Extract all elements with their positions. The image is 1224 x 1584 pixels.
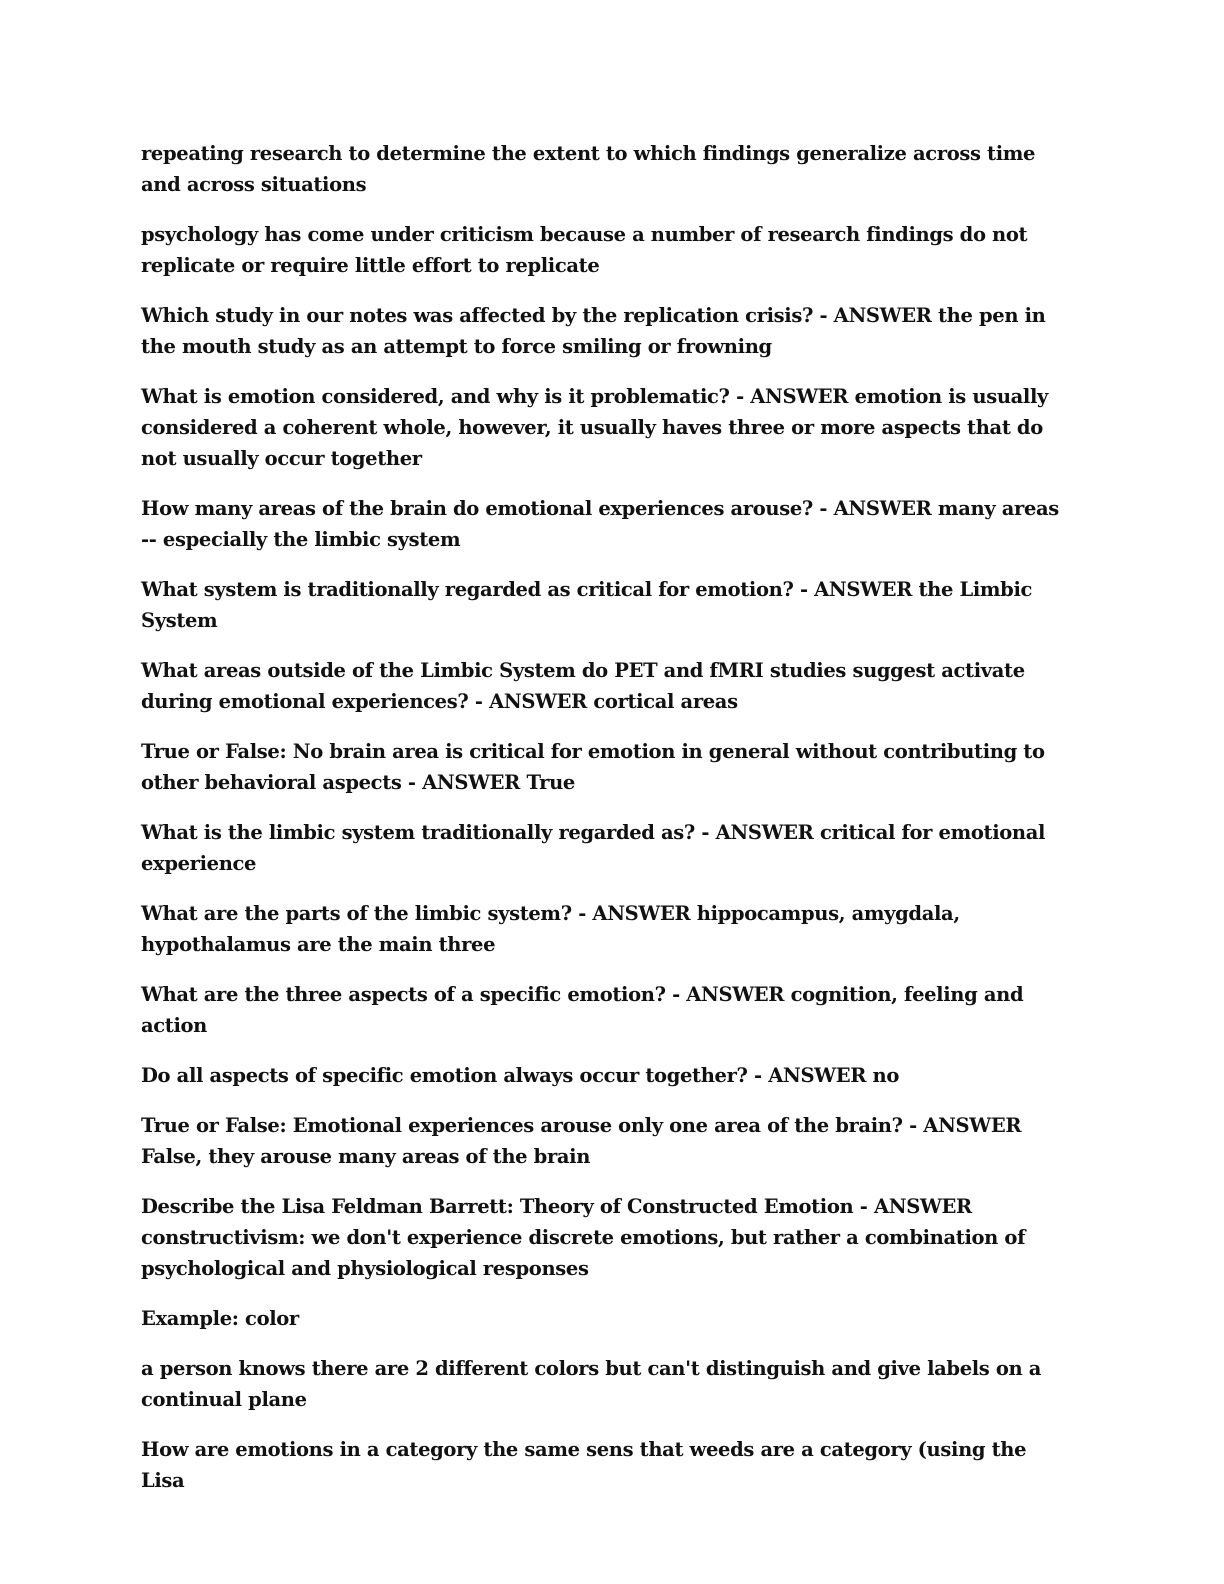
paragraph-15: Example: color (141, 1307, 299, 1330)
paragraph-1: repeating research to determine the extent to which findings generalize across time and across situations (141, 142, 1036, 196)
paragraph-10: What are the parts of the limbic system? - ANSWER hippocampus, amygdala, hypothalamus are the main three (141, 902, 960, 956)
paragraph-7: What areas outside of the Limbic System do PET and fMRI studies suggest activate during emotional experiences? - ANSWER cortical areas (141, 659, 1025, 713)
paragraph-14: Describe the Lisa Feldman Barrett: Theory of Constructed Emotion - ANSWER constructivism: we don't experience discrete emotions, but rather a combination of psychological and physiological responses (141, 1195, 1026, 1280)
paragraph-17: How are emotions in a category the same sens that weeds are a category (using the Lisa (141, 1438, 1027, 1492)
paragraph-8: True or False: No brain area is critical for emotion in general without contributing to other behavioral aspects - ANSWER True (141, 740, 1045, 794)
paragraph-12: Do all aspects of specific emotion always occur together? - ANSWER no (141, 1064, 900, 1087)
paragraph-13: True or False: Emotional experiences arouse only one area of the brain? - ANSWER False, they arouse many areas of the brain (141, 1114, 1022, 1168)
paragraph-3: Which study in our notes was affected by the replication crisis? - ANSWER the pen in the mouth study as an attempt to force smiling or frowning (141, 304, 1046, 358)
paragraph-9: What is the limbic system traditionally regarded as? - ANSWER critical for emotional experience (141, 821, 1046, 875)
paragraph-6: What system is traditionally regarded as critical for emotion? - ANSWER the Limbic System (141, 578, 1033, 632)
paragraph-16: a person knows there are 2 different colors but can't distinguish and give labels on a continual plane (141, 1357, 1042, 1411)
paragraph-11: What are the three aspects of a specific emotion? - ANSWER cognition, feeling and action (141, 983, 1024, 1037)
paragraph-4: What is emotion considered, and why is it problematic? - ANSWER emotion is usually considered a coherent whole, however, it usually haves three or more aspects that do not usually occur together (141, 385, 1049, 470)
document-body (141, 138, 1071, 1515)
paragraph-2: psychology has come under criticism because a number of research findings do not replicate or require little effort to replicate (141, 223, 1028, 277)
paragraph-5: How many areas of the brain do emotional experiences arouse? - ANSWER many areas -- especially the limbic system (141, 497, 1059, 551)
